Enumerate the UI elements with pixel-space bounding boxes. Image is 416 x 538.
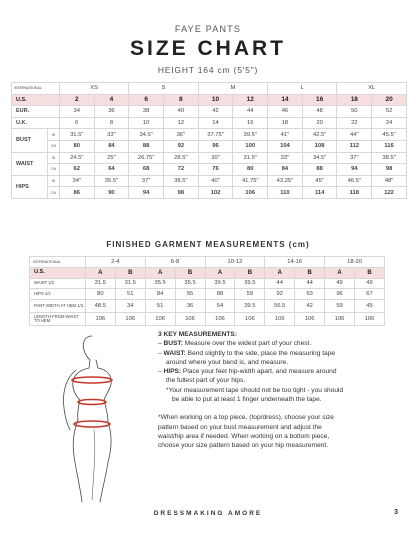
- waist-in-value: 28.5": [163, 152, 198, 164]
- fg-value: 48.5: [85, 300, 115, 313]
- unit-cm: CM: [47, 164, 59, 176]
- waist-cm-value: 76: [198, 164, 233, 176]
- intl-size: XS: [59, 83, 128, 95]
- bust-in-value: 39.5": [233, 129, 268, 141]
- bust-cm-value: 116: [372, 140, 407, 152]
- fg-us-label: U.S.: [30, 267, 86, 278]
- waist-cm-value: 94: [337, 164, 372, 176]
- hips-in-value: 45": [302, 175, 337, 187]
- hips-cm-value: 122: [372, 187, 407, 199]
- fg-variant: B: [115, 267, 145, 278]
- waist-cm-value: 64: [94, 164, 129, 176]
- bust-in-row: [12, 129, 407, 141]
- fg-value: 106: [355, 313, 385, 326]
- waist-in-value: 31.5": [233, 152, 268, 164]
- hips-cm-value: 110: [268, 187, 303, 199]
- tape-note: *Your measurement tape should not be too tight - you should: [166, 386, 344, 394]
- fg-row-label: WAIST 1/2: [30, 278, 86, 289]
- intl-size: M: [198, 83, 267, 95]
- fg-variant: A: [145, 267, 175, 278]
- fg-value: 106: [85, 313, 115, 326]
- us-size: 10: [198, 94, 233, 106]
- bust-in-value: 36": [163, 129, 198, 141]
- bust-cm-value: 112: [337, 140, 372, 152]
- waist-cm-value: 68: [129, 164, 164, 176]
- waist-cm-value: 98: [372, 164, 407, 176]
- bust-in-value: 33": [94, 129, 129, 141]
- measurement-notes: 3 KEY MEASUREMENTS: – BUST: Measure over the widest part of your chest. – WAIST: Bend slightly to the side, place the measuring tape around where your bend is, and measure. – HIPS: Place your feet hip-width apart, and measure around the fullest part of your hips. *Your measurement tape should not be too tight - you should be able to put at least 1 finger underneath the tape. *When working on a top piece, (top/dress), choose your size pattern based on your bust measurement and adjust the waist/hip area if needed. When working on a bottom piece, choose your size pattern based on your hip measurement.: [158, 330, 408, 451]
- waist-cm-value: 84: [268, 164, 303, 176]
- fg-row-label: PANT WIDTH AT HEM 1/2: [30, 300, 86, 313]
- fg-size: 14-16: [265, 257, 325, 268]
- fg-value: 59: [325, 300, 355, 313]
- fg-value: 36: [175, 300, 205, 313]
- right-leg-outline: [100, 400, 111, 502]
- hips-cm-value: 106: [233, 187, 268, 199]
- fg-value: 49: [355, 278, 385, 289]
- uk-label: U.K.: [12, 117, 60, 129]
- waist-in-value: 38.5": [372, 152, 407, 164]
- eur-row: [12, 106, 407, 118]
- fg-value: 106: [265, 313, 295, 326]
- fg-value: 92: [265, 289, 295, 300]
- hips-in-value: 43.25": [268, 175, 303, 187]
- hips-cm-value: 86: [59, 187, 94, 199]
- eur-size: 44: [233, 106, 268, 118]
- bust-in-value: 34.5": [129, 129, 164, 141]
- fg-size: 2-4: [85, 257, 145, 268]
- hips-in-row: [12, 175, 407, 187]
- fg-intl-row: [30, 257, 385, 268]
- bust-cm-value: 84: [94, 140, 129, 152]
- uk-size: 24: [372, 117, 407, 129]
- us-size: 8: [163, 94, 198, 106]
- fg-row-label: HIPS 1/2: [30, 289, 86, 300]
- fg-variant: B: [295, 267, 325, 278]
- fg-value: 59: [235, 289, 265, 300]
- bust-in-value: 41": [268, 129, 303, 141]
- unit-in: IN: [47, 152, 59, 164]
- model-height: HEIGHT 164 cm (5'5"): [157, 65, 259, 75]
- fg-variant: B: [235, 267, 265, 278]
- waist-in-value: 33": [268, 152, 303, 164]
- bust-cm-value: 104: [268, 140, 303, 152]
- hips-note: – HIPS: Place your feet hip-width apart, and measure around: [158, 368, 337, 376]
- waist-in-value: 37": [337, 152, 372, 164]
- hips-cm-value: 102: [198, 187, 233, 199]
- bust-cm-value: 88: [129, 140, 164, 152]
- fg-value: 106: [115, 313, 145, 326]
- us-label: U.S.: [12, 94, 60, 106]
- waist-cm-value: 62: [59, 164, 94, 176]
- fg-value: 45: [355, 300, 385, 313]
- fg-value: 42: [295, 300, 325, 313]
- fg-value: 51: [145, 300, 175, 313]
- waist-label: WAIST: [12, 152, 48, 175]
- bust-label: BUST: [12, 129, 48, 152]
- fg-value: 49: [325, 278, 355, 289]
- hips-in-value: 46.5": [337, 175, 372, 187]
- size-chart-table: [11, 82, 407, 199]
- hips-in-value: 35.5": [94, 175, 129, 187]
- us-size: 16: [302, 94, 337, 106]
- hips-label: HIPS: [12, 175, 48, 198]
- intl-label: INTERNATIONAL: [12, 83, 60, 95]
- us-size: 2: [59, 94, 94, 106]
- fg-variant: B: [175, 267, 205, 278]
- right-body-outline: [96, 360, 111, 400]
- us-size: 6: [129, 94, 164, 106]
- uk-size: 14: [198, 117, 233, 129]
- finished-garment-title: FINISHED GARMENT MEASUREMENTS (cm): [106, 240, 310, 249]
- hips-in-value: 38.5": [163, 175, 198, 187]
- fg-size: 18-20: [325, 257, 385, 268]
- us-size: 20: [372, 94, 407, 106]
- fg-value: 31.5: [115, 278, 145, 289]
- us-size: 14: [268, 94, 303, 106]
- fg-value: 106: [235, 313, 265, 326]
- leg-gap-line: [92, 430, 95, 500]
- hips-in-value: 48": [372, 175, 407, 187]
- uk-size: 8: [94, 117, 129, 129]
- hips-measure-line: [74, 421, 110, 427]
- eur-label: EUR.: [12, 106, 60, 118]
- left-leg-outline: [73, 400, 82, 502]
- waist-in-value: 25": [94, 152, 129, 164]
- fg-value: 106: [145, 313, 175, 326]
- fg-value: 39.5: [235, 300, 265, 313]
- fg-value: 80: [85, 289, 115, 300]
- fg-value: 35.5: [145, 278, 175, 289]
- hips-cm-value: 114: [302, 187, 337, 199]
- waist-cm-value: 88: [302, 164, 337, 176]
- bust-in-value: 42.5": [302, 129, 337, 141]
- bust-measure-line: [72, 377, 112, 383]
- fg-size: 6-8: [145, 257, 205, 268]
- bust-cm-row: [12, 140, 407, 152]
- page-number: 3: [394, 509, 398, 516]
- bust-cm-value: 96: [198, 140, 233, 152]
- fg-variant: A: [265, 267, 295, 278]
- bust-in-value: 45.5": [372, 129, 407, 141]
- uk-size: 18: [268, 117, 303, 129]
- eur-size: 48: [302, 106, 337, 118]
- bust-cm-value: 80: [59, 140, 94, 152]
- fg-variant: A: [85, 267, 115, 278]
- fg-value: 106: [295, 313, 325, 326]
- notes-heading: 3 KEY MEASUREMENTS:: [158, 331, 238, 338]
- footer-brand: DRESSMAKING AMORE: [153, 510, 263, 517]
- fg-value: 88: [205, 289, 235, 300]
- fg-value: 39.5: [235, 278, 265, 289]
- fg-measure-row: [30, 300, 385, 313]
- fg-value: 54: [205, 300, 235, 313]
- head-outline: [83, 336, 92, 360]
- waist-measure-line: [78, 400, 106, 405]
- hips-cm-value: 94: [129, 187, 164, 199]
- eur-size: 38: [129, 106, 164, 118]
- fg-measure-row: [30, 278, 385, 289]
- hips-cm-row: [12, 187, 407, 199]
- fg-value: 67: [355, 289, 385, 300]
- fg-us-row: [30, 267, 385, 278]
- fg-value: 35.5: [175, 278, 205, 289]
- bust-in-value: 37.75": [198, 129, 233, 141]
- fg-measure-row: [30, 313, 385, 326]
- fg-size: 10-12: [205, 257, 265, 268]
- fg-value: 106: [175, 313, 205, 326]
- eur-size: 36: [94, 106, 129, 118]
- us-size: 18: [337, 94, 372, 106]
- fg-value: 31.5: [85, 278, 115, 289]
- fg-variant: B: [355, 267, 385, 278]
- eur-size: 50: [337, 106, 372, 118]
- hips-in-value: 40": [198, 175, 233, 187]
- waist-in-row: [12, 152, 407, 164]
- bust-cm-value: 100: [233, 140, 268, 152]
- fg-value: 96: [325, 289, 355, 300]
- bust-cm-value: 108: [302, 140, 337, 152]
- waist-in-value: 34.5": [302, 152, 337, 164]
- brand-label: FAYE PANTS: [174, 24, 242, 34]
- fg-value: 34: [115, 300, 145, 313]
- intl-row: [12, 83, 407, 95]
- finished-garment-table: [29, 256, 385, 326]
- eur-size: 34: [59, 106, 94, 118]
- fg-value: 106: [325, 313, 355, 326]
- fg-value: 84: [145, 289, 175, 300]
- us-size: 4: [94, 94, 129, 106]
- fg-value: 56.5: [265, 300, 295, 313]
- hips-cm-value: 98: [163, 187, 198, 199]
- hips-in-value: 34": [59, 175, 94, 187]
- uk-size: 10: [129, 117, 164, 129]
- eur-size: 42: [198, 106, 233, 118]
- intl-size: L: [268, 83, 337, 95]
- waist-cm-value: 80: [233, 164, 268, 176]
- waist-in-value: 30": [198, 152, 233, 164]
- eur-size: 52: [372, 106, 407, 118]
- waist-cm-value: 72: [163, 164, 198, 176]
- fg-value: 55: [175, 289, 205, 300]
- fg-variant: A: [325, 267, 355, 278]
- uk-size: 16: [233, 117, 268, 129]
- body-measurement-illustration: [40, 330, 150, 505]
- hips-cm-value: 90: [94, 187, 129, 199]
- page-title: SIZE CHART: [130, 37, 286, 60]
- pattern-note: *When working on a top piece, (top/dress), choose your size: [158, 414, 334, 422]
- intl-size: S: [129, 83, 198, 95]
- hips-in-value: 37": [129, 175, 164, 187]
- us-size: 12: [233, 94, 268, 106]
- waist-in-value: 26.75": [129, 152, 164, 164]
- waist-in-value: 24.5": [59, 152, 94, 164]
- waist-cm-row: [12, 164, 407, 176]
- bust-note: – BUST: Measure over the widest part of your chest.: [158, 340, 312, 348]
- uk-size: 22: [337, 117, 372, 129]
- uk-size: 6: [59, 117, 94, 129]
- fg-value: 106: [205, 313, 235, 326]
- eur-size: 40: [163, 106, 198, 118]
- bust-cm-value: 92: [163, 140, 198, 152]
- unit-cm: CM: [47, 187, 59, 199]
- fg-value: 51: [115, 289, 145, 300]
- eur-size: 46: [268, 106, 303, 118]
- uk-size: 20: [302, 117, 337, 129]
- bust-in-value: 31.5": [59, 129, 94, 141]
- uk-row: [12, 117, 407, 129]
- fg-value: 63: [295, 289, 325, 300]
- waist-note: – WAIST: Bend slightly to the side, place the measuring tape: [158, 349, 336, 357]
- hips-in-value: 41.75": [233, 175, 268, 187]
- unit-in: IN: [47, 129, 59, 141]
- unit-in: IN: [47, 175, 59, 187]
- uk-size: 12: [163, 117, 198, 129]
- fg-measure-row: [30, 289, 385, 300]
- fg-row-label: LENGTH FROM WAIST TO HEM: [30, 313, 86, 326]
- hips-cm-value: 118: [337, 187, 372, 199]
- left-body-outline: [73, 360, 90, 400]
- us-row: [12, 94, 407, 106]
- fg-value: 44: [295, 278, 325, 289]
- fg-value: 44: [265, 278, 295, 289]
- fg-intl-label: INTERNATIONAL: [30, 257, 86, 268]
- fg-variant: A: [205, 267, 235, 278]
- unit-cm: CM: [47, 140, 59, 152]
- bust-in-value: 44": [337, 129, 372, 141]
- fg-value: 39.5: [205, 278, 235, 289]
- intl-size: XL: [337, 83, 407, 95]
